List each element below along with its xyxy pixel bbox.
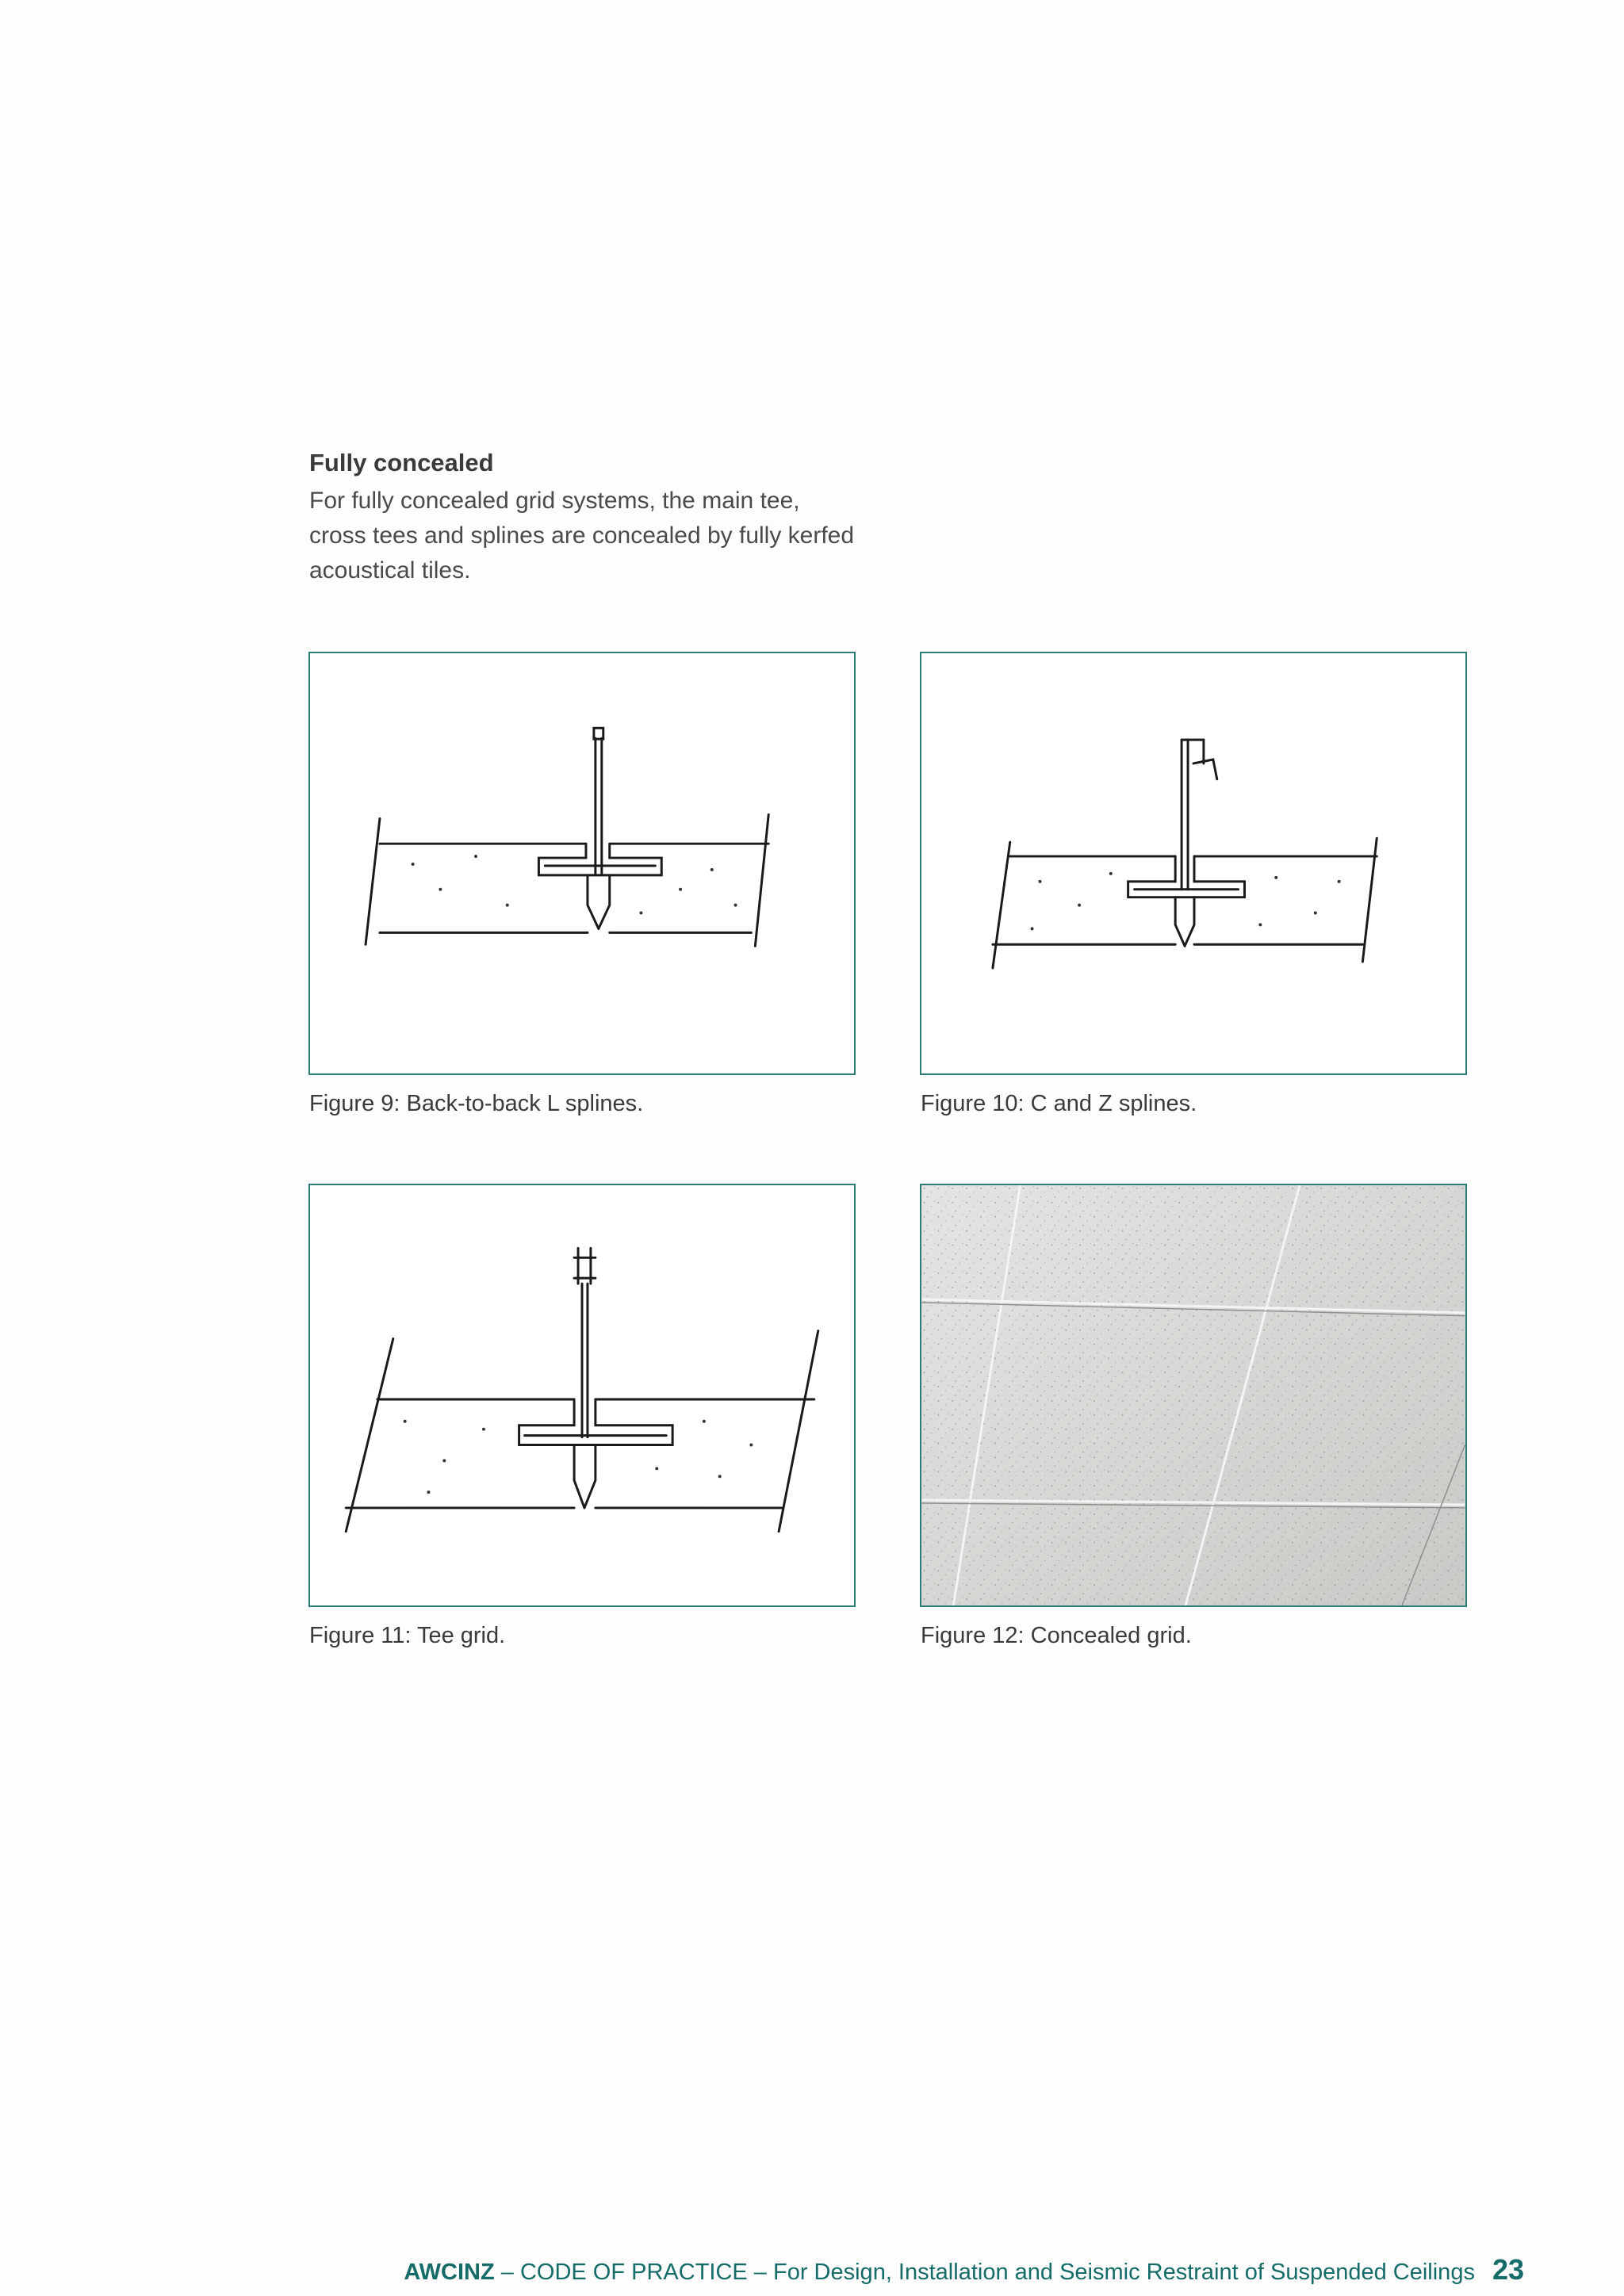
figure-9-frame [308,652,856,1075]
section-heading: Fully concealed [309,449,494,476]
page-number: 23 [1492,2253,1524,2286]
footer-title [404,2260,1475,2286]
figure-9-caption: Figure 9: Back-to-back L splines. [309,1091,644,1116]
footer-brand: AWCINZ [404,2260,495,2285]
tee-grid-drawing [310,1185,854,1605]
footer-text: – CODE OF PRACTICE – For Design, Installation and Seismic Restraint of Suspended Ceilings [494,2260,1475,2285]
concealed-grid-photo [921,1185,1465,1605]
figure-12-caption: Figure 12: Concealed grid. [921,1623,1192,1648]
figure-11-caption: Figure 11: Tee grid. [309,1623,506,1648]
figure-11-frame [308,1184,856,1607]
back-to-back-l-spline-drawing [310,653,854,1073]
figure-10-caption: Figure 10: C and Z splines. [921,1091,1197,1116]
c-and-z-spline-drawing [921,653,1465,1073]
figure-12-frame [920,1184,1467,1607]
section-body-text: For fully concealed grid systems, the main tee, cross tees and splines are concealed by fully kerfed acoustical tiles. [309,488,855,584]
figure-10-frame [920,652,1467,1075]
page-footer [404,2253,1524,2286]
